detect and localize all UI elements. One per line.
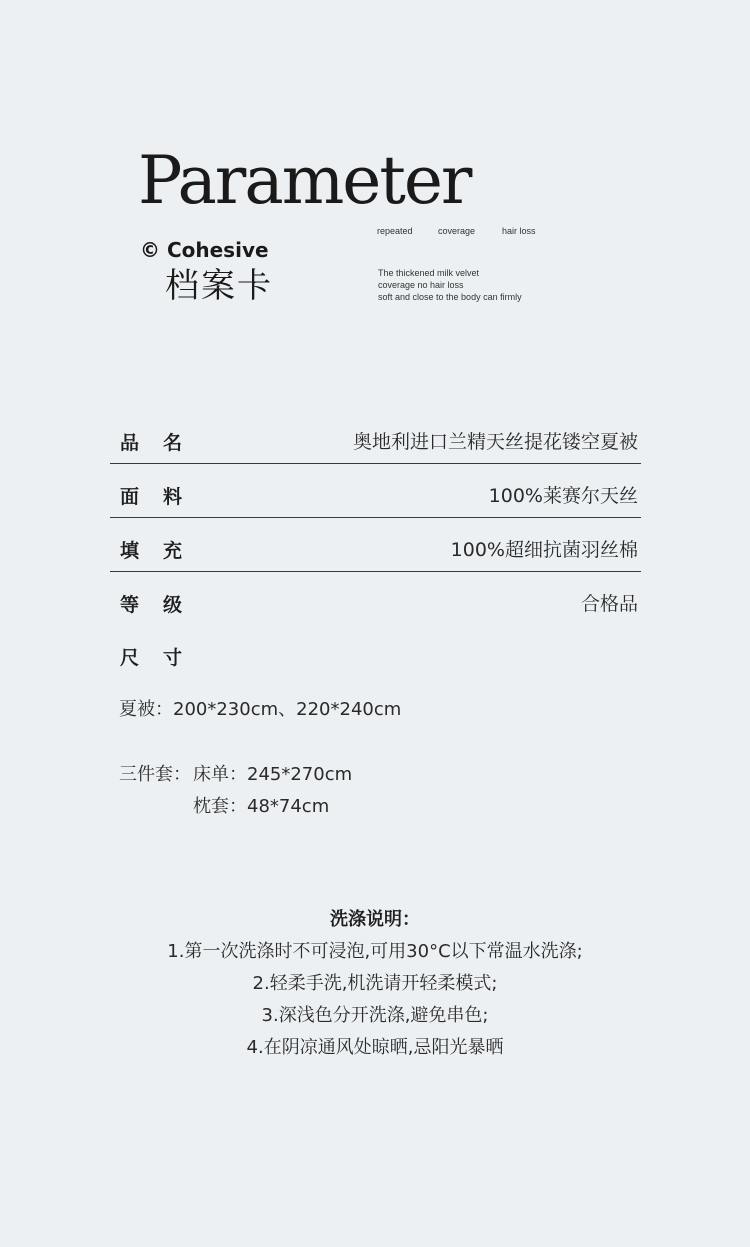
description-line: coverage no hair loss [378, 280, 464, 290]
parameter-table [110, 410, 641, 678]
param-row-name [110, 410, 641, 464]
param-row-filling [110, 518, 641, 572]
size-pillowcase: 枕套：48*74cm [193, 796, 330, 817]
param-label: 面料 [120, 486, 207, 508]
tag-repeated: repeated [377, 226, 413, 236]
param-value: 100%超细抗菌羽丝棉 [450, 539, 638, 561]
param-label: 尺寸 [120, 647, 207, 669]
brand-name: © Cohesive [140, 238, 269, 262]
description [378, 267, 522, 303]
page-title: Parameter [138, 142, 471, 219]
param-row-fabric [110, 464, 641, 518]
description-line: soft and close to the body can firmly [378, 292, 522, 302]
param-label: 等级 [120, 594, 207, 616]
wash-item: 2.轻柔手洗,机洗请开轻柔模式; [252, 973, 498, 994]
wash-instructions-list [0, 936, 750, 1064]
wash-instructions-title: 洗涤说明： [330, 909, 420, 930]
tag-hair-loss: hair loss [502, 226, 536, 236]
param-label: 品名 [120, 432, 207, 454]
param-row-grade [110, 572, 641, 625]
chinese-title: 档案卡 [165, 266, 273, 306]
size-three-piece-label: 三件套： [119, 764, 191, 785]
param-value: 100%莱赛尔天丝 [488, 485, 638, 507]
wash-item: 3.深浅色分开洗涤,避免串色; [261, 1005, 489, 1026]
tag-coverage: coverage [438, 226, 476, 236]
description-line: The thickened milk velvet [378, 268, 480, 278]
size-summer-quilt: 夏被：200*230cm、220*240cm [119, 699, 402, 720]
param-value: 奥地利进口兰精天丝提花镂空夏被 [352, 431, 638, 453]
param-value: 合格品 [580, 593, 638, 615]
size-bedsheet: 床单：245*270cm [193, 764, 353, 785]
wash-item: 4.在阴凉通风处晾晒,忌阳光暴晒 [246, 1037, 504, 1058]
wash-item: 1.第一次洗涤时不可浸泡,可用30°C以下常温水洗涤; [167, 941, 583, 962]
param-row-size [110, 625, 641, 678]
param-label: 填充 [120, 540, 207, 562]
